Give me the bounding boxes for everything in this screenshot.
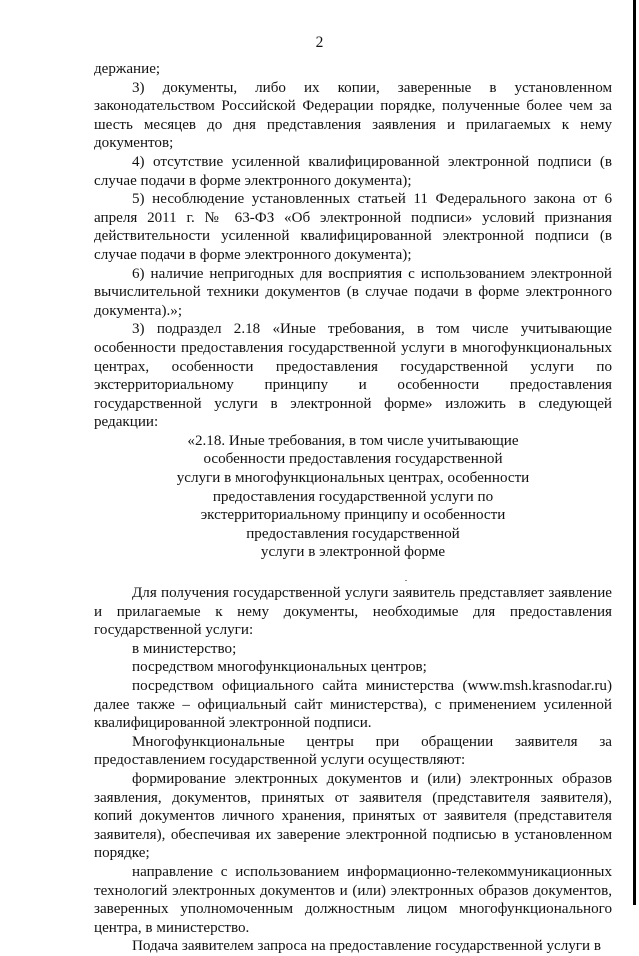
spacer xyxy=(94,562,612,584)
heading-line: предоставления государственной услуги по xyxy=(212,488,494,505)
heading-line: услуги в электронной форме xyxy=(260,544,446,561)
paragraph-continuation: держание; xyxy=(94,61,161,77)
list-item-official-site: посредством официального сайта министерства (www.msh.krasnodar.ru) далее также – официальный сайт министерства), с применением усиленной квалифицированной электронной подписи. xyxy=(94,678,612,732)
paragraph-item-6: 6) наличие непригодных для восприятия с использованием электронной вычислительной техники документов (в случае подачи в форме электронного документа).»; xyxy=(94,265,612,319)
scan-edge-line xyxy=(633,0,636,905)
document-body xyxy=(94,60,612,956)
paragraph-mfc-duty-sending: направление с использованием информационно-телекоммуникационных технологий электронных документов и (или) электронных образов документов, заверенных уполномоченным должностным лицом многофункционального центра, в министерство. xyxy=(94,863,612,936)
heading-line: «2.18. Иные требования, в том числе учитывающие xyxy=(187,432,519,449)
paragraph-request-submission: Подача заявителем запроса на предоставление государственной услуги в xyxy=(132,938,601,955)
heading-line: экстерриториальному принципу и особенности xyxy=(200,507,506,524)
heading-line: особенности предоставления государственной xyxy=(203,451,503,468)
paragraph-item-4: 4) отсутствие усиленной квалифицированной электронной подписи (в случае подачи в форме электронного документа); xyxy=(94,153,612,189)
page-number: 2 xyxy=(315,34,324,51)
list-item-mfc: посредством многофункциональных центров; xyxy=(132,659,427,676)
paragraph-item-5: 5) несоблюдение установленных статьей 11 Федерального закона от 6 апреля 2011 г. № 63-ФЗ «Об электронной подписи» условий признания действительности усиленной квалифицированной электронной подписи (в случае подачи в форме электронного документа); xyxy=(94,191,612,263)
paragraph-mfc-duties: Многофункциональные центры при обращении заявителя за предоставлением государственной услуги осуществляют: xyxy=(94,733,612,769)
heading-line: предоставления государственной xyxy=(246,525,460,542)
paragraph-submission-intro: Для получения государственной услуги заявитель представляет заявление и прилагаемые к нему документы, необходимые для предоставления государственной услуги: xyxy=(94,585,612,639)
paragraph-subsection-2-18-amendment: 3) подраздел 2.18 «Иные требования, в том числе учитывающие особенности предоставления государственной услуги в многофункциональных центрах, особенности предоставления государственной услуги по экстерриториальному принципу и особенности предоставления государственной услуги в электронной форме» изложить в следующей редакции: xyxy=(94,321,612,431)
scan-speck xyxy=(405,580,407,581)
paragraph-mfc-duty-forming: формирование электронных документов и (или) электронных образов заявления, документов, принятых от заявителя (представителя заявителя), копий документов личного хранения, принятых от заявителя (представителя заявителя), обеспечивая их заверение электронной подписью в установленном порядке; xyxy=(94,770,612,862)
paragraph-item-3: 3) документы, либо их копии, заверенные в установленном законодательством Российской Федерации порядке, полученные более чем за шесть месяцев до дня представления заявления и прилагаемых к нему документов; xyxy=(94,79,612,152)
heading-line: услуги в многофункциональных центрах, особенности xyxy=(176,470,530,487)
list-item-ministry: в министерство; xyxy=(132,640,237,657)
section-heading-2-18 xyxy=(94,432,612,562)
